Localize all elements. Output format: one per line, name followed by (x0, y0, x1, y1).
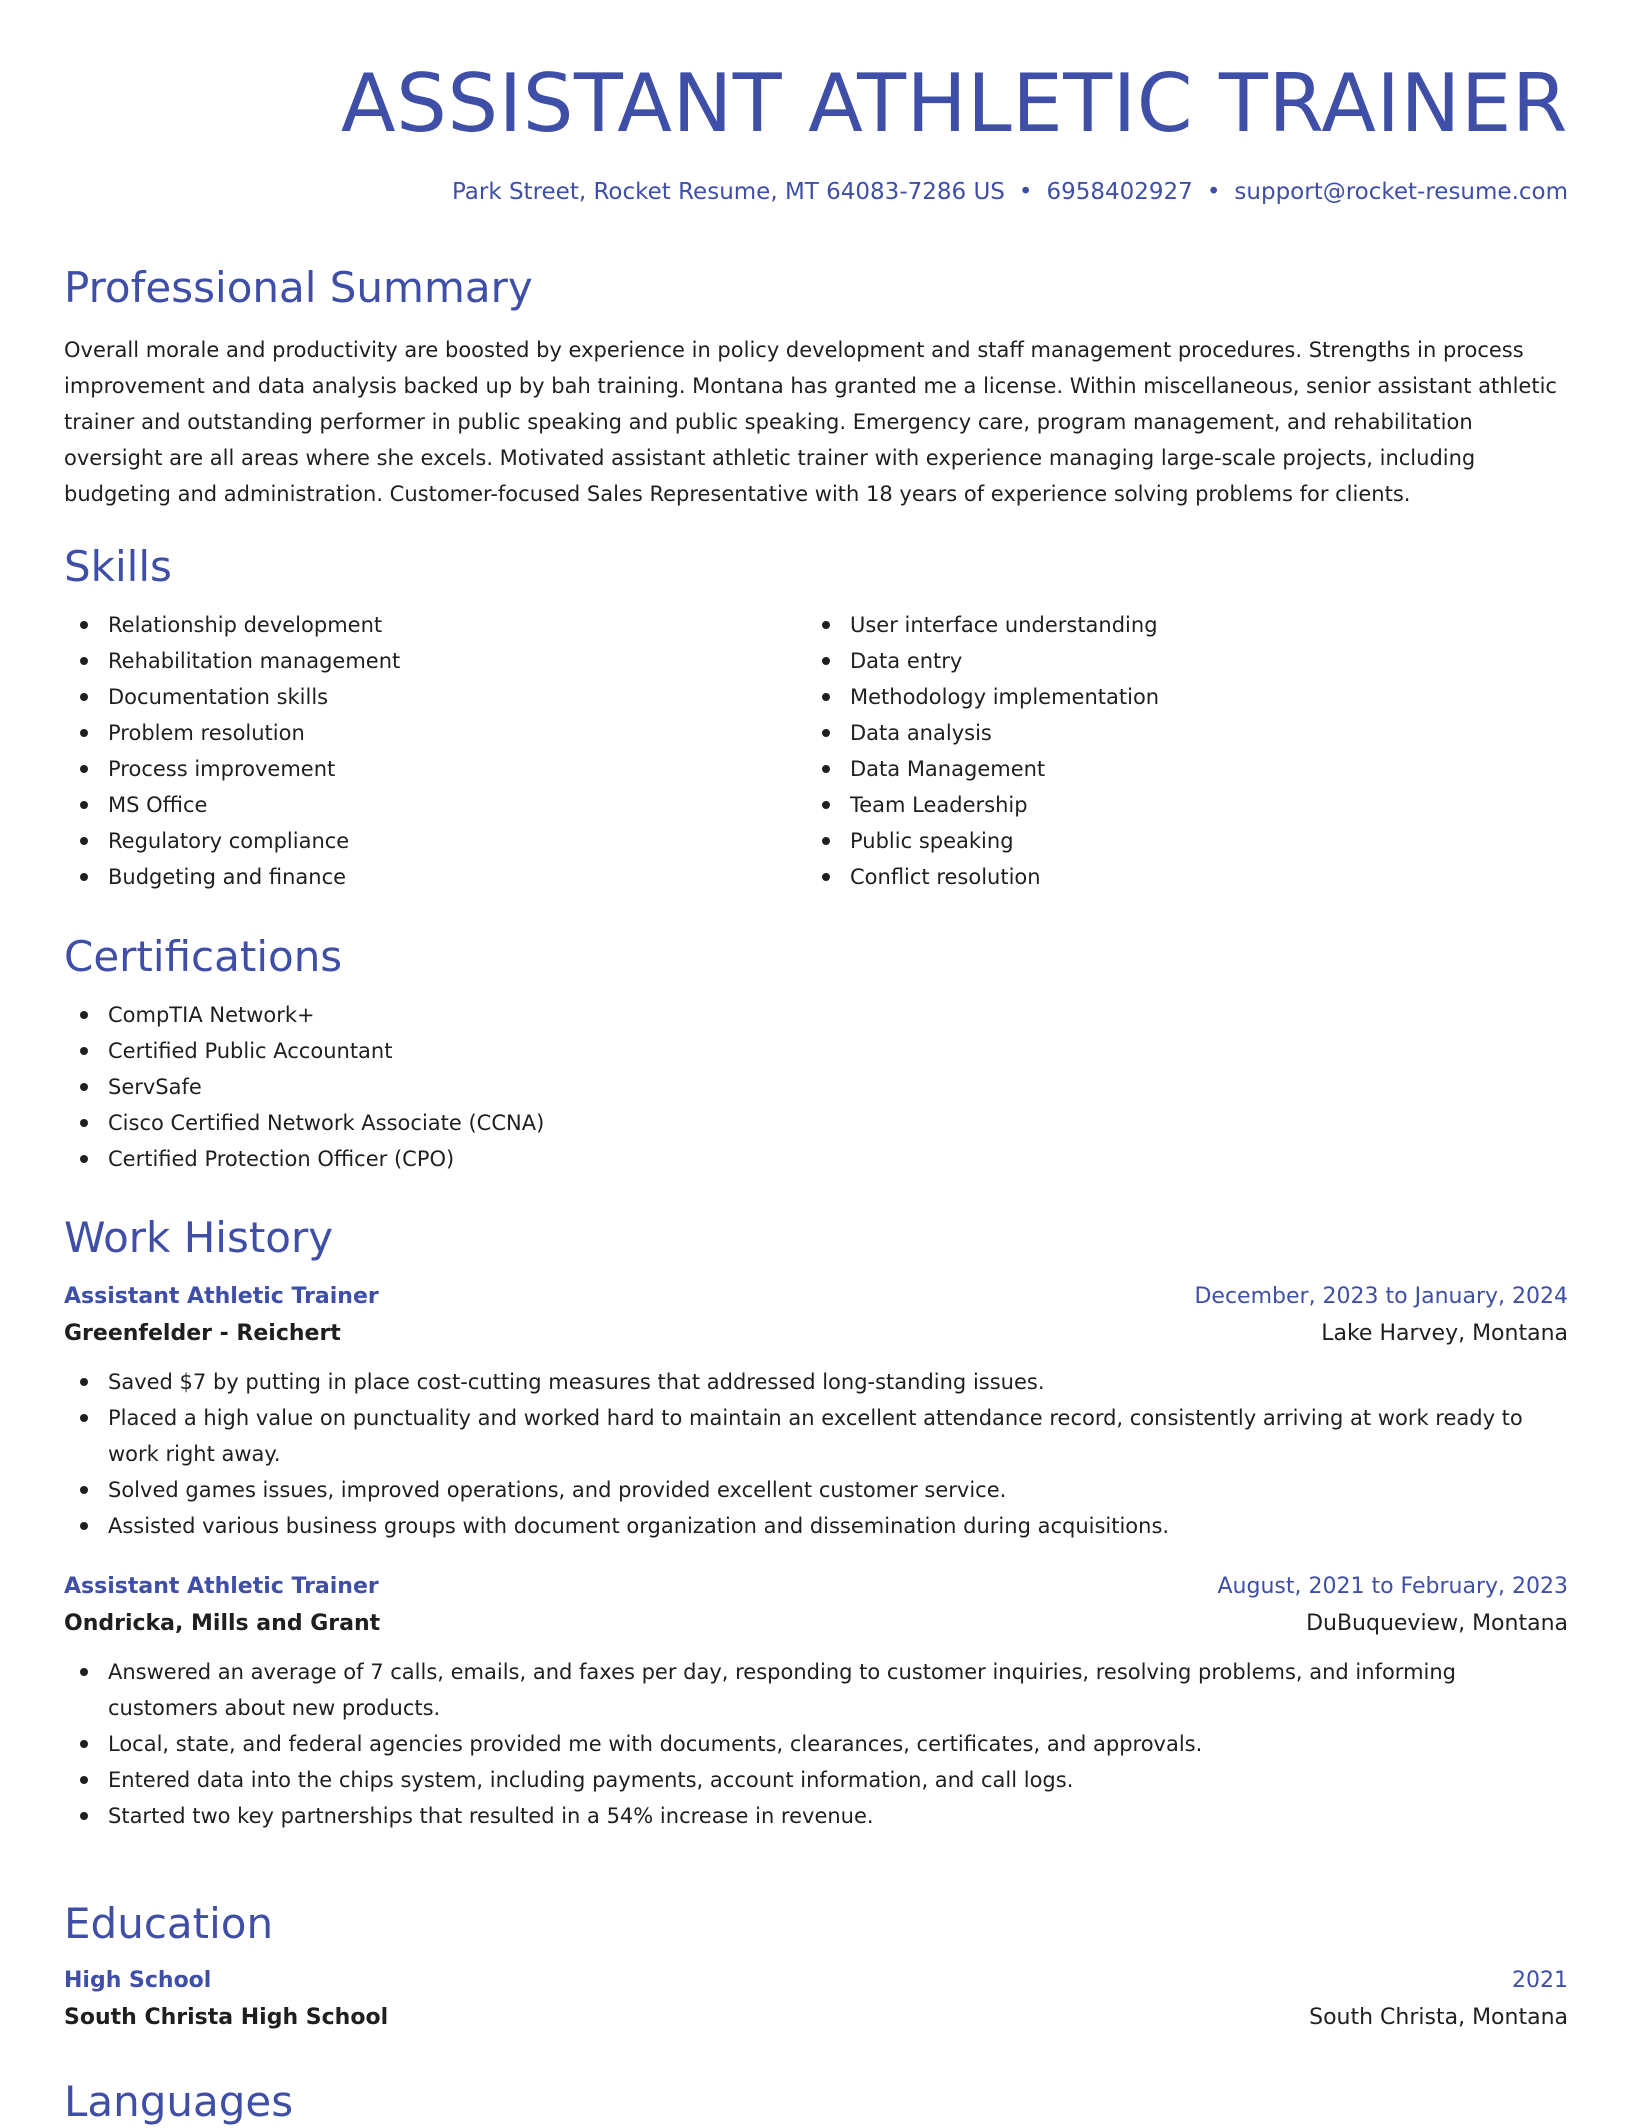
job-location: DuBuqueview, Montana (1306, 1611, 1568, 1636)
list-item: Saved $7 by putting in place cost-cutting measures that addressed long-standing issues. (64, 1364, 1568, 1400)
list-item: Data analysis (806, 715, 1548, 751)
certifications-list (64, 997, 1568, 1177)
list-item: Team Leadership (806, 787, 1548, 823)
job-company-row (64, 1314, 1568, 1354)
work-history-heading: Work History (64, 1213, 334, 1262)
skills-column-right (806, 607, 1548, 895)
contact-separator: • (1018, 179, 1033, 205)
education-heading: Education (64, 1899, 274, 1948)
job-title: Assistant Athletic Trainer (64, 1284, 379, 1309)
certifications-section (64, 931, 1568, 1177)
contact-line (64, 176, 1568, 208)
list-item: Local, state, and federal agencies provided me with documents, clearances, certificates, and approvals. (64, 1726, 1568, 1762)
education-degree-row (64, 1964, 1568, 1998)
skills-columns (64, 607, 1568, 895)
job-company: Greenfelder - Reichert (64, 1321, 341, 1346)
skills-list-left (64, 607, 806, 895)
education-school: South Christa High School (64, 2005, 389, 2030)
languages-section (64, 2076, 1568, 2128)
list-item: Budgeting and finance (64, 859, 806, 895)
summary-text: Overall morale and productivity are boosted by experience in policy development and staff management procedures. Strengths in process improvement and data analysis backed up by bah training. Montana has granted me a license. Within miscellaneous, senior assistant athletic trainer and outstanding performer in public speaking and public speaking. Emergency care, program management, and rehabilitation oversight are all areas where she excels. Motivated assistant athletic trainer with experience managing large-scale projects, including budgeting and administration. Customer-focused Sales Representative with 18 years of experience solving problems for clients. (64, 338, 1557, 506)
contact-phone: 6958402927 (1046, 179, 1193, 205)
list-item: Conflict resolution (806, 859, 1548, 895)
job-title-row (64, 1280, 1568, 1314)
job-entry (64, 1280, 1568, 1544)
skills-section (64, 541, 1568, 895)
list-item: Process improvement (64, 751, 806, 787)
list-item: MS Office (64, 787, 806, 823)
skills-list-right (806, 607, 1548, 895)
skills-heading: Skills (64, 542, 172, 591)
job-bullets (64, 1654, 1568, 1834)
contact-separator: • (1206, 179, 1221, 205)
work-history-section (64, 1212, 1568, 1834)
list-item: Assisted various business groups with document organization and dissemination during acquisitions. (64, 1508, 1568, 1544)
job-location: Lake Harvey, Montana (1321, 1321, 1568, 1346)
job-dates: August, 2021 to February, 2023 (1217, 1574, 1568, 1599)
list-item: Entered data into the chips system, including payments, account information, and call logs. (64, 1762, 1568, 1798)
summary-section (64, 262, 1568, 512)
list-item: Relationship development (64, 607, 806, 643)
list-item: Documentation skills (64, 679, 806, 715)
job-bullets (64, 1364, 1568, 1544)
job-title: Assistant Athletic Trainer (64, 1574, 379, 1599)
contact-address: Park Street, Rocket Resume, MT 64083-7286 US (451, 179, 1005, 205)
skills-column-left (64, 607, 806, 895)
education-degree: High School (64, 1968, 212, 1993)
education-location: South Christa, Montana (1309, 2005, 1568, 2030)
list-item: Data entry (806, 643, 1548, 679)
contact-email: support@rocket-resume.com (1234, 179, 1568, 205)
list-item: User interface understanding (806, 607, 1548, 643)
list-item: Public speaking (806, 823, 1548, 859)
list-item: ServSafe (64, 1069, 1568, 1105)
languages-heading: Languages (64, 2077, 294, 2126)
job-dates: December, 2023 to January, 2024 (1194, 1284, 1568, 1309)
resume-header (64, 0, 1568, 208)
resume-name: ASSISTANT ATHLETIC TRAINER (340, 57, 1568, 150)
list-item: Cisco Certified Network Associate (CCNA) (64, 1105, 1568, 1141)
list-item: Started two key partnerships that resulted in a 54% increase in revenue. (64, 1798, 1568, 1834)
list-item: CompTIA Network+ (64, 997, 1568, 1033)
list-item: Solved games issues, improved operations, and provided excellent customer service. (64, 1472, 1568, 1508)
education-school-row (64, 1998, 1568, 2038)
list-item: Regulatory compliance (64, 823, 806, 859)
list-item: Rehabilitation management (64, 643, 806, 679)
education-entry (64, 1964, 1568, 2038)
job-title-row (64, 1570, 1568, 1604)
list-item: Certified Public Accountant (64, 1033, 1568, 1069)
job-company: Ondricka, Mills and Grant (64, 1611, 381, 1636)
list-item: Placed a high value on punctuality and worked hard to maintain an excellent attendance record, consistently arriving at work ready to work right away. (64, 1400, 1568, 1472)
job-company-row (64, 1604, 1568, 1644)
education-section (64, 1898, 1568, 2038)
job-entry (64, 1570, 1568, 1834)
certifications-heading: Certifications (64, 932, 343, 981)
list-item: Methodology implementation (806, 679, 1548, 715)
list-item: Certified Protection Officer (CPO) (64, 1141, 1568, 1177)
education-year: 2021 (1512, 1968, 1568, 1993)
list-item: Data Management (806, 751, 1548, 787)
list-item: Problem resolution (64, 715, 806, 751)
summary-heading: Professional Summary (64, 263, 533, 312)
list-item: Answered an average of 7 calls, emails, and faxes per day, responding to customer inquiries, resolving problems, and informing customers about new products. (64, 1654, 1568, 1726)
